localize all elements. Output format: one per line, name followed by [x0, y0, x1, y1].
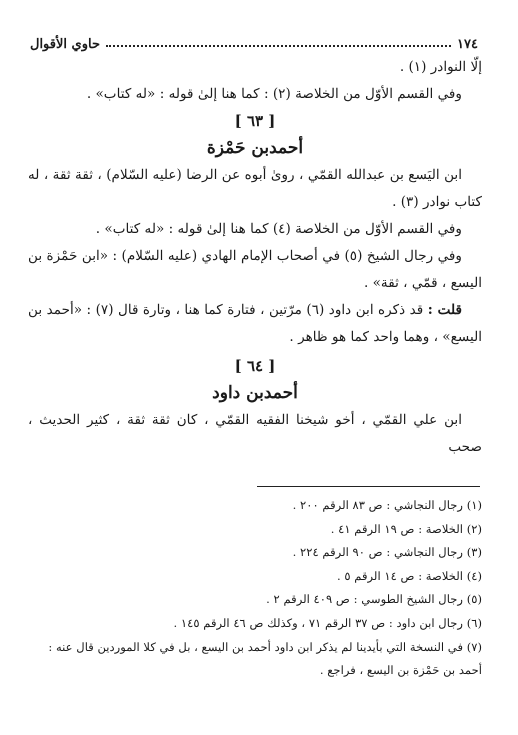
continued-line: إلّا النوادر (١) . — [399, 59, 482, 75]
entry-name: أحمدبن حَمْزة — [206, 138, 304, 158]
entry-paragraph: ابن علي القمّي ، أخو شيخنا الفقيه القمّي ، كان ثقة ثقة ، كثير الحديث ، صحب — [28, 412, 482, 455]
entry-name: أحمدبن داود — [212, 383, 298, 403]
page-number: ١٧٤ — [457, 37, 478, 52]
footnote: (٣) رجال النجاشي : ص ٩٠ الرقم ٢٢٤ . — [292, 545, 482, 560]
entry-number: [ ٦٣ ] — [234, 112, 276, 130]
qultu-text: قد ذكره ابن داود (٦) مرّتين ، فتارة كما هنا ، وتارة قال (٧) : «أحمد بن اليسع» ، وهما واحد كما هو ظاهر . — [28, 302, 482, 345]
footnote: (٢) الخلاصة : ص ١٩ الرقم ٤١ . — [330, 521, 482, 536]
footnote: (٤) الخلاصة : ص ١٤ الرقم ٥ . — [336, 568, 482, 583]
running-header — [30, 30, 478, 52]
footnote-separator — [257, 486, 480, 487]
running-title: حاوي الأقوال — [30, 37, 100, 52]
header-dot-leader — [106, 45, 451, 47]
footnotes — [28, 494, 482, 683]
qultu-label: قلت : — [427, 302, 462, 318]
entry-paragraph — [28, 297, 482, 351]
entry-paragraph: وفي القسم الأوّل من الخلاصة (٤) كما هنا إلىٰ قوله : «له كتاب» . — [95, 221, 462, 237]
footnote: (٧) في النسخة التي بأيدينا لم يذكر ابن داود أحمد بن اليسع ، بل في كلا الموردين قال عنه : أحمد بن حَمْزة بن اليسع ، فراجع . — [48, 639, 482, 678]
continued-khulasa: وفي القسم الأوّل من الخلاصة (٢) : كما هنا إلىٰ قوله : «له كتاب» . — [86, 86, 462, 102]
footnote: (٥) رجال الشيخ الطوسي : ص ٤٠٩ الرقم ٢ . — [266, 592, 482, 607]
footnote: (١) رجال النجاشي : ص ٨٣ الرقم ٢٠٠ . — [292, 498, 482, 512]
entry-number: [ ٦٤ ] — [234, 357, 276, 375]
footnote: (٦) رجال ابن داود : ص ٣٧ الرقم ٧١ ، وكذلك ص ٤٦ الرقم ١٤٥ . — [173, 615, 482, 630]
entry-paragraph: ابن اليَسع بن عبدالله القمّي ، روىٰ أبوه عن الرضا (عليه السّلام) ، ثقة ثقة ، له كتاب نوادر (٣) . — [28, 167, 482, 210]
main-text — [28, 54, 482, 461]
entry-paragraph: وفي رجال الشيخ (٥) في أصحاب الإمام الهادي (عليه السّلام) : «ابن حَمْزة بن اليسع ، قمّي ، ثقة» . — [28, 248, 482, 291]
